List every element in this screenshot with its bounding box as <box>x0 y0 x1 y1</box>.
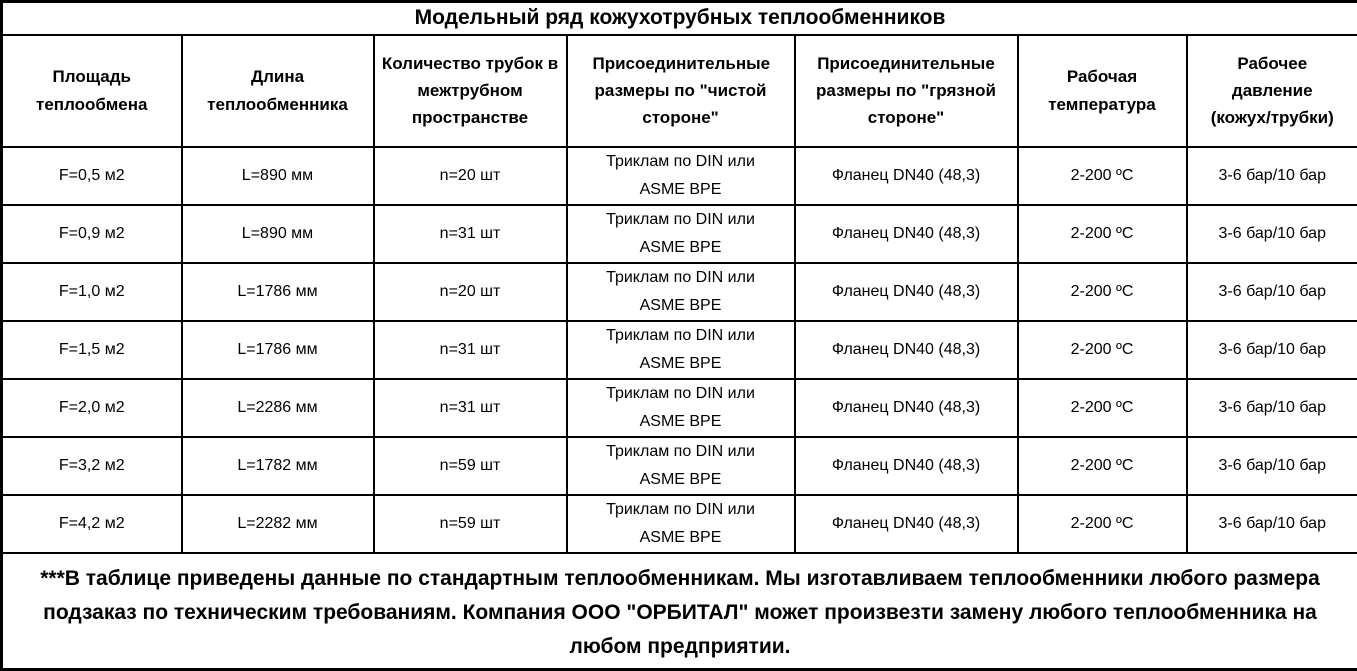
cell-working-pressure: 3-6 бар/10 бар <box>1187 437 1357 495</box>
cell-area: F=0,5 м2 <box>2 147 182 205</box>
cell-clean-side-connection-text: Триклам по DIN или ASME BPE <box>592 148 770 204</box>
cell-tube-count: n=31 шт <box>374 321 567 379</box>
cell-working-temperature: 2-200 ºС <box>1018 495 1187 553</box>
table-row <box>2 321 1357 379</box>
cell-length: L=2282 мм <box>182 495 374 553</box>
cell-clean-side-connection-text: Триклам по DIN или ASME BPE <box>592 496 770 552</box>
cell-working-temperature: 2-200 ºС <box>1018 321 1187 379</box>
cell-length: L=1786 мм <box>182 321 374 379</box>
header-clean-side-connection <box>567 35 795 147</box>
cell-dirty-side-connection: Фланец DN40 (48,3) <box>795 437 1018 495</box>
cell-working-temperature: 2-200 ºС <box>1018 379 1187 437</box>
cell-dirty-side-connection: Фланец DN40 (48,3) <box>795 495 1018 553</box>
page-title: Модельный ряд кожухотрубных теплообменников <box>2 2 1357 35</box>
table-row <box>2 263 1357 321</box>
cell-working-temperature: 2-200 ºС <box>1018 437 1187 495</box>
cell-area: F=0,9 м2 <box>2 205 182 263</box>
table-title-row <box>2 2 1357 35</box>
cell-clean-side-connection-text: Триклам по DIN или ASME BPE <box>592 380 770 436</box>
table-row <box>2 495 1357 553</box>
cell-length: L=890 мм <box>182 147 374 205</box>
header-exchanger-length: Длина теплообменника <box>182 35 374 147</box>
cell-clean-side-connection-text: Триклам по DIN или ASME BPE <box>592 438 770 494</box>
cell-dirty-side-connection: Фланец DN40 (48,3) <box>795 205 1018 263</box>
cell-working-temperature: 2-200 ºС <box>1018 205 1187 263</box>
header-tube-count: Количество трубок в межтрубном пространстве <box>374 35 567 147</box>
cell-tube-count: n=31 шт <box>374 205 567 263</box>
cell-working-pressure: 3-6 бар/10 бар <box>1187 263 1357 321</box>
cell-clean-side-connection-text: Триклам по DIN или ASME BPE <box>592 264 770 320</box>
cell-tube-count: n=59 шт <box>374 495 567 553</box>
cell-length: L=890 мм <box>182 205 374 263</box>
cell-tube-count: n=20 шт <box>374 147 567 205</box>
cell-tube-count: n=31 шт <box>374 379 567 437</box>
cell-working-temperature: 2-200 ºС <box>1018 263 1187 321</box>
cell-working-pressure: 3-6 бар/10 бар <box>1187 147 1357 205</box>
header-dirty-side-connection: Присоединительные размеры по "грязной стороне" <box>795 35 1018 147</box>
footnote-row <box>2 553 1357 670</box>
cell-working-pressure: 3-6 бар/10 бар <box>1187 205 1357 263</box>
cell-working-pressure: 3-6 бар/10 бар <box>1187 495 1357 553</box>
cell-tube-count: n=59 шт <box>374 437 567 495</box>
cell-clean-side-connection-text: Триклам по DIN или ASME BPE <box>592 206 770 262</box>
cell-area: F=1,0 м2 <box>2 263 182 321</box>
cell-area: F=1,5 м2 <box>2 321 182 379</box>
cell-clean-side-connection <box>567 205 795 263</box>
table-row <box>2 379 1357 437</box>
cell-clean-side-connection-text: Триклам по DIN или ASME BPE <box>592 322 770 378</box>
cell-dirty-side-connection: Фланец DN40 (48,3) <box>795 379 1018 437</box>
cell-clean-side-connection <box>567 379 795 437</box>
cell-clean-side-connection <box>567 263 795 321</box>
cell-clean-side-connection <box>567 321 795 379</box>
cell-length: L=2286 мм <box>182 379 374 437</box>
table-row <box>2 205 1357 263</box>
cell-area: F=2,0 м2 <box>2 379 182 437</box>
cell-dirty-side-connection: Фланец DN40 (48,3) <box>795 321 1018 379</box>
cell-clean-side-connection <box>567 495 795 553</box>
header-heat-exchange-area: Площадь теплообмена <box>2 35 182 147</box>
cell-working-pressure: 3-6 бар/10 бар <box>1187 321 1357 379</box>
cell-clean-side-connection <box>567 147 795 205</box>
cell-dirty-side-connection: Фланец DN40 (48,3) <box>795 147 1018 205</box>
cell-area: F=4,2 м2 <box>2 495 182 553</box>
footnote: ***В таблице приведены данные по стандартным теплообменникам. Мы изготавливаем теплообменники любого размера подзаказ по техническим требованиям. Компания ООО "ОРБИТАЛ" может произвезти замену любого теплообменника на любом предприятии. <box>2 553 1357 670</box>
header-clean-side-connection-label: Присоединительные размеры по "чистой стороне" <box>593 50 769 132</box>
header-working-pressure <box>1187 35 1357 147</box>
cell-working-pressure: 3-6 бар/10 бар <box>1187 379 1357 437</box>
cell-area: F=3,2 м2 <box>2 437 182 495</box>
table-row <box>2 437 1357 495</box>
cell-working-temperature: 2-200 ºС <box>1018 147 1187 205</box>
cell-tube-count: n=20 шт <box>374 263 567 321</box>
cell-length: L=1786 мм <box>182 263 374 321</box>
header-working-temperature: Рабочая температура <box>1018 35 1187 147</box>
cell-clean-side-connection <box>567 437 795 495</box>
table-row <box>2 147 1357 205</box>
cell-dirty-side-connection: Фланец DN40 (48,3) <box>795 263 1018 321</box>
table-header-row <box>2 35 1357 147</box>
cell-length: L=1782 мм <box>182 437 374 495</box>
header-working-pressure-label: Рабочее давление (кожух/трубки) <box>1205 50 1339 132</box>
